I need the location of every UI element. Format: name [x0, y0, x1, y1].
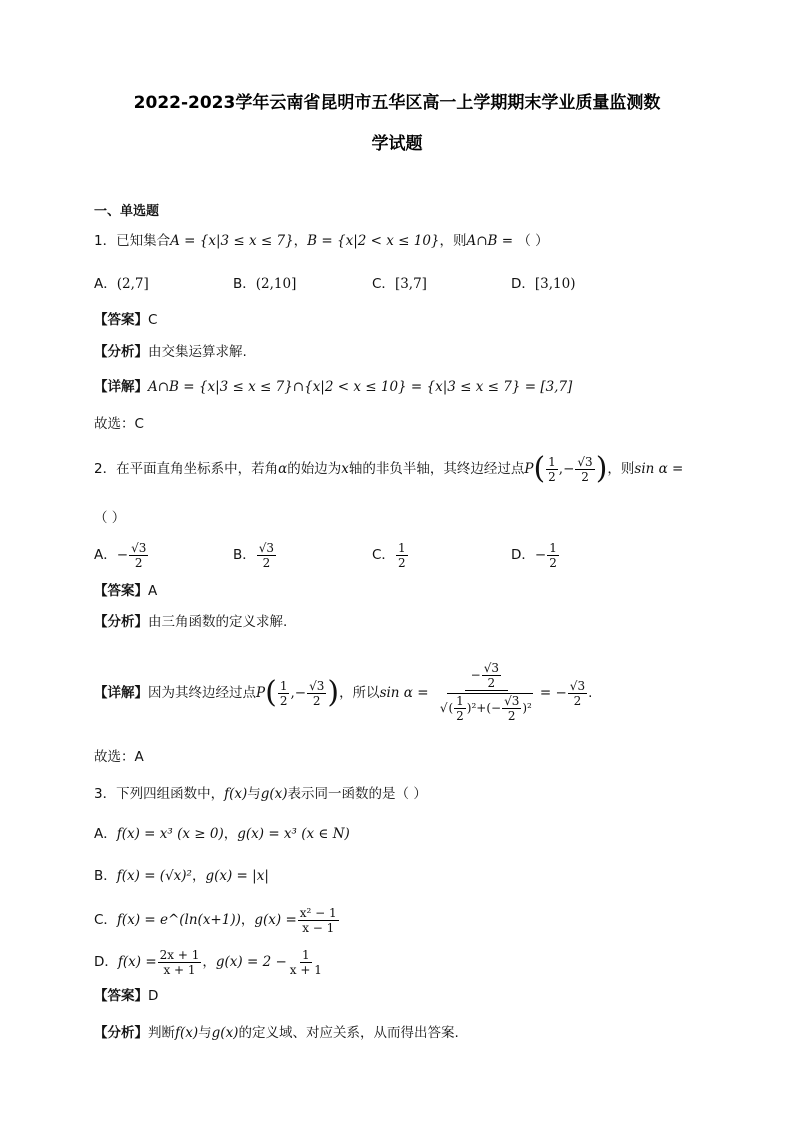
q3-option-d: D．f(x) = $\frac{2x + 1}{x + 1}$ ，g(x) = 2 − $\frac{1}{x + 1}$	[94, 947, 322, 977]
q2-option-c: C． $\frac{1}{2}$	[372, 540, 406, 570]
q1-choose: 故选：C	[94, 416, 144, 432]
section-heading: 一、单选题	[94, 204, 160, 219]
q1-sep: ，	[293, 233, 308, 249]
q3-stem: 3．下列四组函数中，f(x)与g(x)表示同一函数的是（ ）	[94, 786, 427, 802]
q1-analysis: 【分析】由交集运算求解.	[94, 344, 247, 360]
q1-stem-eq: = （ ）	[497, 233, 549, 249]
q1-expr: A∩B	[466, 233, 498, 249]
doc-title-line1: 2022-2023学年云南省昆明市五华区高一上学期期末学业质量监测数	[133, 93, 661, 113]
q2-option-b: B． $\frac{√3}{2}$	[233, 540, 275, 570]
q2-detail-big-fraction: − $\frac{√3}{2}$ √( $\frac{1}{2}$ )²+(− $\frac{√3}{2}$ )²	[439, 661, 532, 723]
q3-option-b: B．f(x) = (√x)²，g(x) = |x|	[94, 868, 269, 884]
q2-point-y: $\frac{√3}{2}$	[577, 454, 593, 484]
q1-option-c: C．[3,7]	[372, 276, 427, 292]
q1-set-b: B = {x|2 < x ≤ 10}	[307, 233, 440, 249]
doc-title-line2: 学试题	[371, 134, 423, 154]
q3-option-c: C．f(x) = e^(ln(x+1))，g(x) = $\frac{\text{x² − 1}}{x - 1}$	[94, 905, 337, 935]
q2-paren: （ ）	[94, 510, 126, 526]
q2-option-d: D．− $\frac{1}{2}$	[511, 540, 557, 570]
q2-option-a: A．− $\frac{√3}{2}$	[94, 540, 147, 570]
q2-point-x: $\frac{1}{2}$	[548, 454, 556, 484]
q2-stem: 2．在平面直角坐标系中，若角α的始边为x轴的非负半轴，其终边经过点P( $\frac{1}{2}$ ,− $\frac{√3}{2}$ )，则sin α =	[94, 451, 684, 486]
q2-detail: 【详解】因为其终边经过点P( $\frac{1}{2}$ ,− $\frac{√3}{2}$ )，所以sin α = − $\frac{√3}{2}$ √( $\frac{1}{2}$ )²+(− $\frac{√3}{2}$ )² = − $\frac{√3}{2}$ .	[94, 661, 593, 723]
q1-stem	[94, 231, 549, 251]
q1-stem-mid: ，则	[439, 233, 467, 249]
q3-answer: 【答案】D	[94, 988, 159, 1004]
q1-option-a: A．(2,7]	[94, 276, 149, 292]
q1-stem-prefix: 1．已知集合	[94, 233, 171, 249]
q2-choose: 故选：A	[94, 749, 144, 765]
q1-detail: 【详解】A∩B = {x|3 ≤ x ≤ 7}∩{x|2 < x ≤ 10} = {x|3 ≤ x ≤ 7} = [3,7]	[94, 379, 573, 395]
q3-option-a: A．f(x) = x³ (x ≥ 0)，g(x) = x³ (x ∈ N)	[94, 826, 350, 842]
q2-analysis: 【分析】由三角函数的定义求解.	[94, 614, 288, 630]
q1-set-a: A = {x|3 ≤ x ≤ 7}	[170, 233, 294, 249]
q1-option-b: B．(2,10]	[233, 276, 297, 292]
q1-option-d: D．[3,10)	[511, 276, 576, 292]
q2-answer: 【答案】A	[94, 583, 158, 599]
q3-analysis: 【分析】判断f(x)与g(x)的定义域、对应关系，从而得出答案.	[94, 1025, 459, 1041]
q1-answer: 【答案】C	[94, 312, 158, 328]
